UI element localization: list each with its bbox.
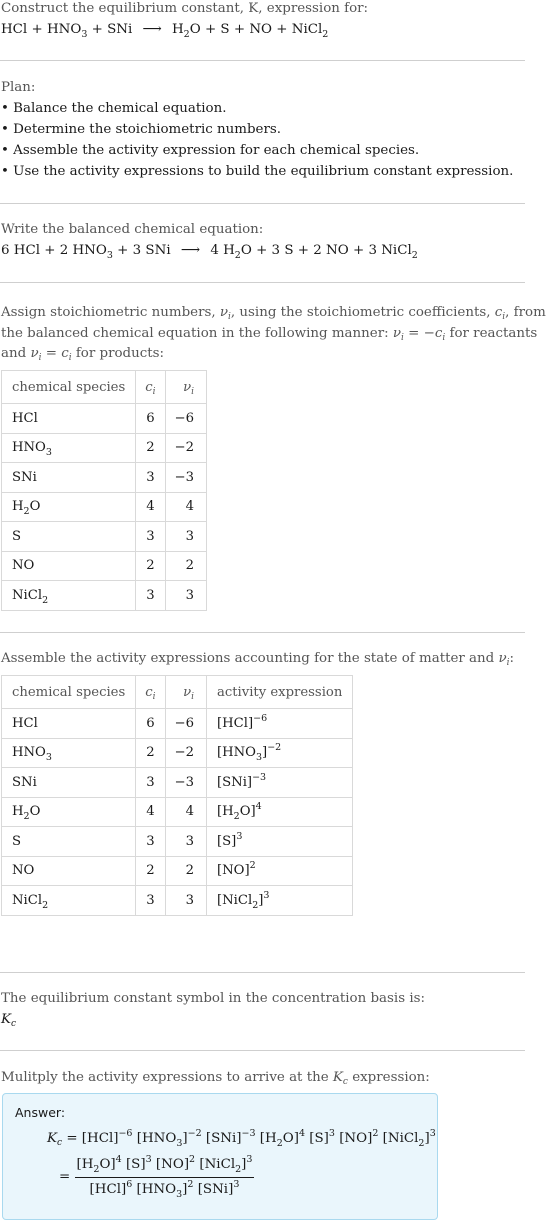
c-cell: 3 <box>136 768 165 798</box>
plan-item-3: • Assemble the activity expression for each chemical species. <box>1 143 420 158</box>
symbol-value: $K_c$ <box>1 1012 17 1029</box>
answer-numerator: $[H_2O]^4$ $[S]^3$ [NO]$^2$ [NiCl$_2$]$^3$ <box>75 1156 255 1178</box>
species-cell: $HNO_3$ <box>2 433 136 463</box>
c-cell: 2 <box>136 738 165 768</box>
table-header-row <box>2 676 353 709</box>
nu-cell: −6 <box>165 709 206 739</box>
c-cell: 2 <box>136 856 165 886</box>
answer-line-1: $K_c = [HCl]^{-6}$ $[HNO_3]^{-2}$ [SNi]$^{-3}$ $[H_2O]^4$ $[S]^3$ [NO]$^2$ [NiCl$_2$]$^3$ <box>47 1128 436 1149</box>
nu-cell: 2 <box>165 551 206 581</box>
expr-cell: $[H_2O]^4$ <box>207 797 353 827</box>
c-cell: 2 <box>136 433 165 463</box>
expr-cell: [HCl]$^{-6}$ <box>207 709 353 739</box>
answer-denominator: [HCl]$^6$ $[HNO_3]^2$ [SNi]$^3$ <box>89 1179 240 1200</box>
answer-fraction-line: = $\frac{[H_2O]^4 [S]^3 [NO]^2 [NiCl_2]^3}{[HCl]^6 [HNO_3]^2 [SNi]^3}$ <box>59 1154 253 1200</box>
expr-cell: [NiCl$_2$]$^3$ <box>207 886 353 916</box>
divider <box>0 282 525 283</box>
stoich-table <box>1 370 207 611</box>
table-row <box>2 492 207 522</box>
nu-cell: −3 <box>165 768 206 798</box>
table-row <box>2 827 353 857</box>
species-cell: HCl <box>2 709 136 739</box>
stoich-text-1: Assign stoichiometric numbers, $\nu_i$, using the stoichiometric coefficients, $c_i$, from <box>1 305 546 322</box>
c-cell: 3 <box>136 827 165 857</box>
c-cell: 3 <box>136 522 165 552</box>
divider <box>0 203 525 204</box>
species-cell: S <box>2 827 136 857</box>
col-header-c: $c_i$ <box>136 371 165 404</box>
table-row <box>2 768 353 798</box>
expr-cell: [SNi]$^{-3}$ <box>207 768 353 798</box>
c-cell: 2 <box>136 551 165 581</box>
species-cell: $H_2O$ <box>2 492 136 522</box>
table-row <box>2 463 207 493</box>
table-row <box>2 581 207 611</box>
nu-cell: 4 <box>165 797 206 827</box>
expr-cell: [NO]$^2$ <box>207 856 353 886</box>
c-cell: 3 <box>136 581 165 611</box>
c-cell: 4 <box>136 492 165 522</box>
table-row <box>2 522 207 552</box>
species-cell: $H_2O$ <box>2 797 136 827</box>
nu-cell: 3 <box>165 522 206 552</box>
table-row <box>2 886 353 916</box>
answer-fraction <box>75 1156 255 1199</box>
table-row <box>2 404 207 434</box>
table-row <box>2 709 353 739</box>
multiply-text: Mulitply the activity expressions to arrive at the $K_c$ expression: <box>1 1070 430 1087</box>
species-cell: HCl <box>2 404 136 434</box>
divider <box>0 632 525 633</box>
c-cell: 3 <box>136 886 165 916</box>
nu-cell: −2 <box>165 738 206 768</box>
stoich-text-2: the balanced chemical equation in the following manner: $\nu_i = -c_i$ for reactants <box>1 326 538 343</box>
plan-item-4: • Use the activity expressions to build the equilibrium constant expression. <box>1 164 514 179</box>
plan-item-2: • Determine the stoichiometric numbers. <box>1 122 281 137</box>
c-cell: 3 <box>136 463 165 493</box>
species-cell: NiCl$_2$ <box>2 886 136 916</box>
balanced-equation: 6 HCl + 2 $HNO_3 + 3$ SNi ⟶ 4 $H_2O + 3$ S + 2 NO + 3 NiCl$_2$ <box>1 243 418 261</box>
species-cell: $HNO_3$ <box>2 738 136 768</box>
col-header-c: $c_i$ <box>136 676 165 709</box>
intro-title: Construct the equilibrium constant, K, expression for: <box>1 1 369 16</box>
c-cell: 4 <box>136 797 165 827</box>
table-row <box>2 551 207 581</box>
activity-text: Assemble the activity expressions accounting for the state of matter and $\nu_i$: <box>1 651 515 668</box>
symbol-text: The equilibrium constant symbol in the concentration basis is: <box>1 991 425 1006</box>
species-cell: S <box>2 522 136 552</box>
table-row <box>2 738 353 768</box>
col-header-species: chemical species <box>2 676 136 709</box>
nu-cell: 3 <box>165 886 206 916</box>
col-header-species: chemical species <box>2 371 136 404</box>
table-row <box>2 797 353 827</box>
answer-box <box>2 1093 438 1220</box>
nu-cell: 3 <box>165 581 206 611</box>
species-cell: NiCl$_2$ <box>2 581 136 611</box>
activity-table <box>1 675 353 916</box>
col-header-nu: $\nu_i$ <box>165 676 206 709</box>
nu-cell: 4 <box>165 492 206 522</box>
c-cell: 6 <box>136 404 165 434</box>
divider <box>0 1050 525 1051</box>
nu-cell: 3 <box>165 827 206 857</box>
species-cell: SNi <box>2 768 136 798</box>
nu-cell: 2 <box>165 856 206 886</box>
species-cell: NO <box>2 856 136 886</box>
expr-cell: $[HNO_3]^{-2}$ <box>207 738 353 768</box>
stoich-text-3: and $\nu_i = c_i$ for products: <box>1 346 165 363</box>
species-cell: SNi <box>2 463 136 493</box>
species-cell: NO <box>2 551 136 581</box>
nu-cell: −2 <box>165 433 206 463</box>
col-header-nu: $\nu_i$ <box>165 371 206 404</box>
expr-cell: $[S]^3$ <box>207 827 353 857</box>
table-row <box>2 433 207 463</box>
col-header-expr: activity expression <box>207 676 353 709</box>
plan-item-1: • Balance the chemical equation. <box>1 101 227 116</box>
answer-label: Answer: <box>15 1105 66 1120</box>
c-cell: 6 <box>136 709 165 739</box>
plan-heading: Plan: <box>1 80 36 95</box>
table-row <box>2 856 353 886</box>
intro-reaction: HCl + $HNO_3$ + SNi ⟶ $H_2O + S$ + NO + NiCl$_2$ <box>1 22 329 40</box>
divider <box>0 972 525 973</box>
divider <box>0 60 525 61</box>
table-header-row <box>2 371 207 404</box>
nu-cell: −6 <box>165 404 206 434</box>
nu-cell: −3 <box>165 463 206 493</box>
balanced-heading: Write the balanced chemical equation: <box>1 222 264 237</box>
